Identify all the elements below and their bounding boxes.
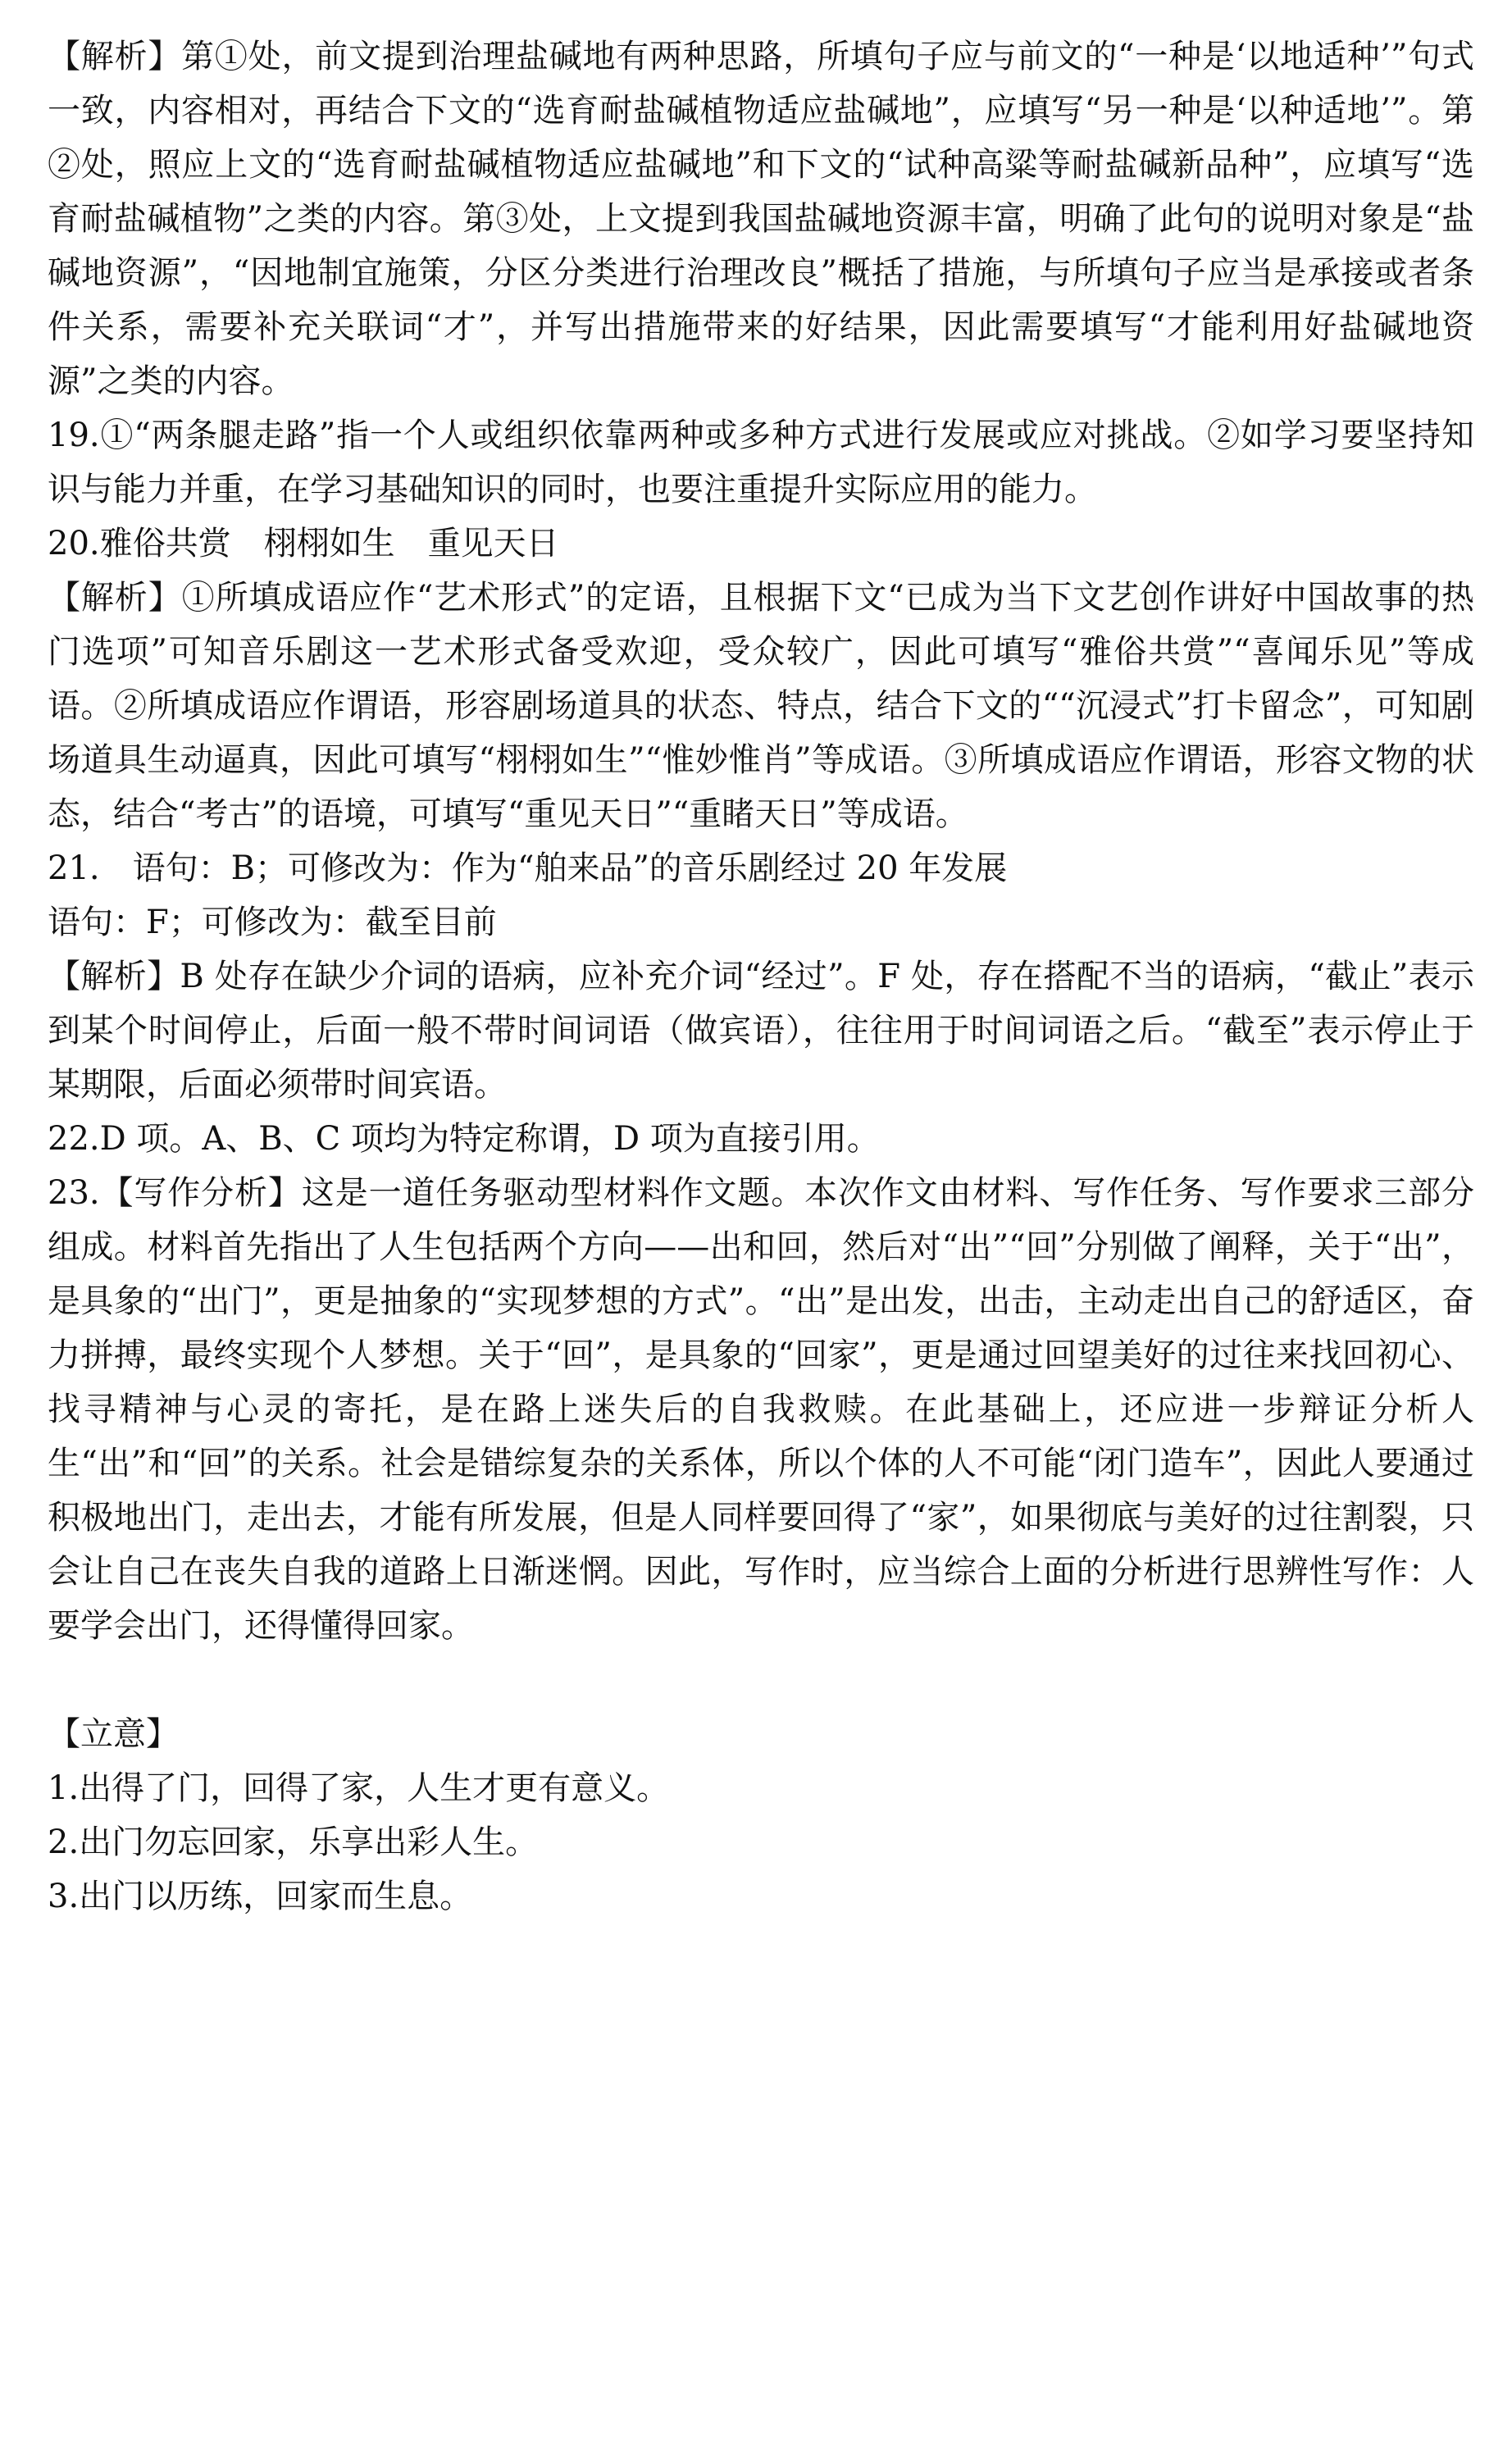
writing-analysis-paragraph-23: 23.【写作分析】这是一道任务驱动型材料作文题。本次作文由材料、写作任务、写作要求三部分组成。材料首先指出了人生包括两个方向——出和回，然后对“出”“回”分别做了阐释，关于“出”，是具象的“出门”，更是抽象的“实现梦想的方式”。“出”是出发，出击，主动走出自己的舒适区，奋力拼搏，最终实现个人梦想。关于“回”，是具象的“回家”，更是通过回望美好的过往来找回初心、找寻精神与心灵的寄托，是在路上迷失后的自我救赎。在此基础上，还应进一步辩证分析人生“出”和“回”的关系。社会是错综复杂的关系体，所以个体的人不可能“闭门造车”，因此人要通过积极地出门，走出去，才能有所发展，但是人同样要回得了“家”，如果彻底与美好的过往割裂，只会让自己在丧失自我的道路上日渐迷惘。因此，写作时，应当综合上面的分析进行思辨性写作：人要学会出门，还得懂得回家。 [48, 1174, 1474, 1645]
theme-item-3: 3.出门以历练，回家而生息。 [48, 1878, 473, 1915]
answer-line-21-b: 语句：F；可修改为：截至目前 [48, 904, 497, 941]
answer-line-22: 22.D 项。A、B、C 项均为特定称谓，D 项为直接引用。 [48, 1120, 880, 1158]
answer-line-20: 20.雅俗共赏 栩栩如生 重见天日 [48, 525, 559, 562]
theme-heading: 【立意】 [48, 1715, 179, 1753]
answer-paragraph-19: 19.①“两条腿走路”指一个人或组织依靠两种或多种方式进行发展或应对挑战。②如学习要坚持知识与能力并重，在学习基础知识的同时，也要注重提升实际应用的能力。 [48, 417, 1474, 508]
analysis-paragraph-18: 【解析】第①处，前文提到治理盐碱地有两种思路，所填句子应与前文的“一种是‘以地适种’”句式一致，内容相对，再结合下文的“选育耐盐碱植物适应盐碱地”，应填写“另一种是‘以种适地’”。第②处，照应上文的“选育耐盐碱植物适应盐碱地”和下文的“试种高粱等耐盐碱新品种”，应填写“选育耐盐碱植物”之类的内容。第③处，上文提到我国盐碱地资源丰富，明确了此句的说明对象是“盐碱地资源”，“因地制宜施策，分区分类进行治理改良”概括了措施，与所填句子应当是承接或者条件关系，需要补充关联词“才”，并写出措施带来的好结果，因此需要填写“才能利用好盐碱地资源”之类的内容。 [48, 38, 1474, 400]
analysis-paragraph-20: 【解析】①所填成语应作“艺术形式”的定语，且根据下文“已成为当下文艺创作讲好中国故事的热门选项”可知音乐剧这一艺术形式备受欢迎，受众较广，因此可填写“雅俗共赏”“喜闻乐见”等成语。②所填成语应作谓语，形容剧场道具的状态、特点，结合下文的““沉浸式”打卡留念”，可知剧场道具生动逼真，因此可填写“栩栩如生”“惟妙惟肖”等成语。③所填成语应作谓语，形容文物的状态，结合“考古”的语境，可填写“重见天日”“重睹天日”等成语。 [48, 579, 1474, 833]
answer-page [48, 30, 1474, 1924]
blank-line [48, 1653, 1474, 1707]
theme-item-1: 1.出得了门，回得了家，人生才更有意义。 [48, 1769, 670, 1807]
answer-line-21-a: 21. 语句：B；可修改为：作为“舶来品”的音乐剧经过 20 年发展 [48, 849, 1008, 887]
theme-item-2: 2.出门勿忘回家，乐享出彩人生。 [48, 1823, 539, 1861]
analysis-paragraph-21: 【解析】B 处存在缺少介词的语病，应补充介词“经过”。F 处，存在搭配不当的语病，“截止”表示到某个时间停止，后面一般不带时间词语（做宾语），往往用于时间词语之后。“截至”表示停止于某期限，后面必须带时间宾语。 [48, 958, 1474, 1104]
